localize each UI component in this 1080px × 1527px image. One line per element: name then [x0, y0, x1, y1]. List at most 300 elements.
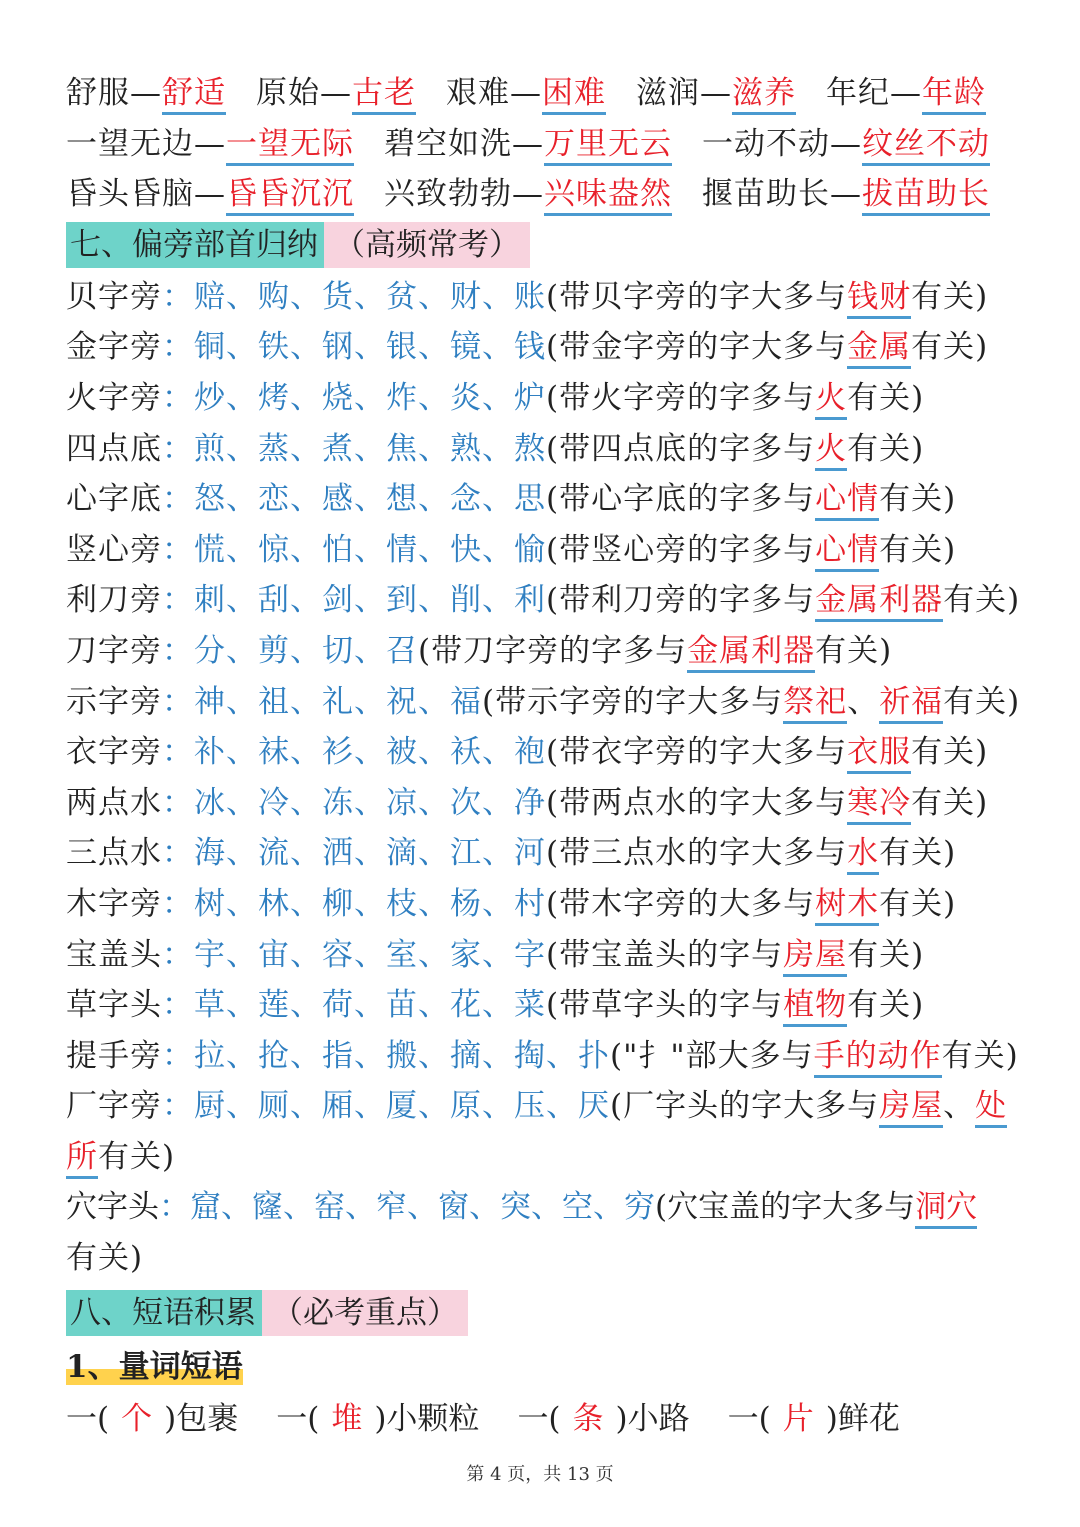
radical-name: 厂字旁: [66, 1088, 162, 1125]
radical-note-end: 有关): [879, 835, 957, 872]
measure-post: )鲜花: [825, 1400, 900, 1437]
colon: ：: [162, 329, 194, 366]
synonym-word: 揠苗助长: [702, 176, 830, 213]
radical-keyword: 房屋: [783, 937, 847, 977]
radical-keyword: 金属利器: [687, 633, 815, 673]
comma: 、: [354, 835, 386, 872]
radical-note: (带刀字旁的字多与: [418, 632, 688, 669]
radical-char: 菜: [514, 987, 546, 1024]
radical-char: 村: [514, 885, 546, 922]
measure-phrase: [728, 1394, 900, 1444]
radical-char: 指: [322, 1037, 354, 1074]
radical-char: 烧: [322, 379, 354, 416]
radical-note-end: 有关): [98, 1138, 176, 1175]
radical-char: 原: [450, 1088, 482, 1125]
radical-char: 抢: [258, 1037, 290, 1074]
colon: ：: [162, 784, 194, 821]
section-8-title: 八、短语积累: [66, 1290, 262, 1336]
section-7-tag: （高频常考）: [324, 222, 530, 268]
radical-char: 家: [450, 936, 482, 973]
comma: 、: [290, 683, 322, 720]
colon: ：: [162, 885, 194, 922]
radical-char: 熬: [514, 430, 546, 467]
radical-char: 感: [322, 481, 354, 518]
comma: 、: [354, 936, 386, 973]
radical-name: 衣字旁: [66, 734, 162, 771]
synonym-word: 碧空如洗: [384, 125, 512, 162]
radical-char: 炎: [450, 379, 482, 416]
synonym-word: 滋润: [636, 75, 700, 111]
comma: 、: [354, 987, 386, 1024]
radical-char: 江: [450, 835, 482, 872]
radical-note-end: 有关): [943, 582, 1021, 619]
comma: 、: [482, 987, 514, 1024]
radical-char: 钢: [322, 329, 354, 366]
radical-row: [66, 424, 1026, 475]
comma: 、: [482, 582, 514, 619]
radical-note-end: 有关): [943, 683, 1021, 720]
colon: ：: [162, 278, 194, 315]
radical-char: 窿: [252, 1189, 283, 1226]
measure-answer: 条: [572, 1400, 604, 1437]
radical-note: (带草字头的字与: [546, 987, 784, 1024]
radical-name: 四点底: [66, 430, 162, 467]
radical-keyword: 心情: [815, 481, 879, 521]
radical-note: ("扌"部大多与: [610, 1037, 814, 1074]
comma: 、: [283, 1189, 314, 1226]
radical-row: [66, 828, 1026, 879]
radical-char: 账: [514, 278, 546, 315]
synonym-answer: 困难: [542, 75, 606, 115]
radical-keyword: 洞穴: [915, 1189, 977, 1229]
radical-char: 惊: [258, 531, 290, 568]
radical-char: 补: [194, 734, 226, 771]
radical-row: 示字旁：神、祖、礼、祝、福(带示字旁的字大多与祭祀、祈福有关): [66, 677, 1026, 728]
synonym-word: 兴致勃勃: [384, 176, 512, 213]
colon: ：: [162, 1088, 194, 1125]
comma: 、: [354, 1088, 386, 1125]
radical-char: 林: [258, 885, 290, 922]
dash: —: [510, 75, 542, 111]
measure-pre: 一(: [66, 1400, 110, 1437]
radical-char: 熟: [450, 430, 482, 467]
radical-name: 草字头: [66, 987, 162, 1024]
radical-char: 剑: [322, 582, 354, 619]
comma: 、: [226, 430, 258, 467]
comma: 、: [226, 885, 258, 922]
radical-name: 三点水: [66, 835, 162, 872]
radical-char: 树: [194, 885, 226, 922]
radical-char: 恋: [258, 481, 290, 518]
radical-keyword: 钱财: [847, 279, 911, 319]
radical-char: 苗: [386, 987, 418, 1024]
radical-char: 剪: [258, 632, 290, 669]
comma: 、: [226, 379, 258, 416]
comma: 、: [226, 683, 258, 720]
radical-char: 袜: [258, 734, 290, 771]
radical-note-end: 有关): [66, 1240, 144, 1277]
colon: ：: [162, 936, 194, 973]
radical-note-end: 有关): [815, 632, 893, 669]
radical-note: (带三点水的字大多与: [546, 835, 848, 872]
colon: ：: [162, 531, 194, 568]
radical-name: 火字旁: [66, 379, 162, 416]
measure-answer: 片: [782, 1400, 814, 1437]
radical-char: 炸: [386, 379, 418, 416]
radical-char: 烤: [258, 379, 290, 416]
radical-keyword: 水: [847, 835, 879, 875]
dash: —: [830, 176, 862, 213]
radical-char: 冷: [258, 784, 290, 821]
radical-char: 刮: [258, 582, 290, 619]
radical-char: 花: [450, 987, 482, 1024]
subheading: [66, 1340, 1026, 1394]
radical-char: 厦: [386, 1088, 418, 1125]
radical-char: 凉: [386, 784, 418, 821]
comma: 、: [418, 936, 450, 973]
radical-char: 袄: [450, 734, 482, 771]
radical-char: 袍: [514, 734, 546, 771]
comma: 、: [354, 1037, 386, 1074]
comma: 、: [418, 784, 450, 821]
radical-note-end: 有关): [911, 734, 989, 771]
comma: 、: [418, 885, 450, 922]
radical-name: 心字底: [66, 481, 162, 518]
comma: 、: [226, 531, 258, 568]
radical-note: (带金字旁的字大多与: [546, 329, 848, 366]
radical-name: 贝字旁: [66, 278, 162, 315]
radical-row: [66, 525, 1026, 576]
comma: 、: [482, 329, 514, 366]
synonym-answer: 万里无云: [544, 126, 672, 166]
comma: 、: [226, 481, 258, 518]
radical-row: [66, 778, 1026, 829]
comma: 、: [354, 531, 386, 568]
radical-char: 被: [386, 734, 418, 771]
radical-char: 厨: [194, 1088, 226, 1125]
radical-note: (带竖心旁的字多与: [546, 531, 816, 568]
separator: 、: [943, 1088, 976, 1125]
synonym-word: 原始: [256, 75, 320, 111]
radical-name: 刀字旁: [66, 632, 162, 669]
page-footer: 第 4 页，共 13 页: [466, 1464, 614, 1485]
radical-char: 搬: [386, 1037, 418, 1074]
comma: 、: [418, 329, 450, 366]
comma: 、: [482, 734, 514, 771]
comma: 、: [482, 379, 514, 416]
radical-keyword: 心情: [815, 532, 879, 572]
radical-keyword: 金属利器: [815, 582, 943, 622]
comma: 、: [290, 379, 322, 416]
radical-char: 滴: [386, 835, 418, 872]
comma: 、: [354, 784, 386, 821]
radical-char: 礼: [322, 683, 354, 720]
radical-char: 召: [386, 632, 418, 669]
comma: 、: [226, 632, 258, 669]
comma: 、: [482, 1088, 514, 1125]
radical-note: (带贝字旁的字大多与: [546, 278, 848, 315]
colon: ：: [162, 1037, 194, 1074]
radical-char: 枝: [386, 885, 418, 922]
radical-note-end: 有关): [941, 1037, 1019, 1074]
document-page: [66, 68, 1026, 1444]
radical-char: 荷: [322, 987, 354, 1024]
radical-note-end: 有关): [847, 379, 925, 416]
comma: 、: [226, 835, 258, 872]
radical-keyword: 植物: [783, 987, 847, 1027]
comma: 、: [418, 582, 450, 619]
synonym-word: 一望无边: [66, 125, 194, 162]
radical-note: (带心字底的字多与: [546, 481, 816, 518]
radical-note: (带利刀旁的字多与: [546, 582, 816, 619]
synonym-answer: 拔苗助长: [862, 176, 990, 216]
synonym-answer: 滋养: [732, 75, 796, 115]
comma: 、: [354, 683, 386, 720]
radical-char: 贫: [386, 278, 418, 315]
radical-list: [66, 272, 1026, 1284]
comma: 、: [354, 582, 386, 619]
radical-row: [66, 626, 1026, 677]
radical-char: 厕: [258, 1088, 290, 1125]
comma: 、: [418, 481, 450, 518]
measure-pre: 一(: [727, 1400, 771, 1437]
radical-char: 容: [322, 936, 354, 973]
radical-note: (带衣字旁的字大多与: [546, 734, 848, 771]
comma: 、: [354, 632, 386, 669]
radical-char: 钱: [514, 329, 546, 366]
radical-char: 厢: [322, 1088, 354, 1125]
synonym-word: 艰难: [446, 75, 510, 111]
radical-keyword: 金属: [847, 329, 911, 369]
measure-post: )小颗粒: [374, 1400, 480, 1437]
dash: —: [700, 75, 732, 111]
radical-row: [66, 373, 1026, 424]
synonym-row: [66, 119, 1026, 170]
radical-char: 想: [386, 481, 418, 518]
radical-char: 冰: [194, 784, 226, 821]
radical-char: 穷: [624, 1189, 655, 1226]
radical-char: 宇: [194, 936, 226, 973]
radical-char: 银: [386, 329, 418, 366]
radical-char: 窑: [314, 1189, 345, 1226]
comma: 、: [354, 734, 386, 771]
radical-name: 两点水: [66, 784, 162, 821]
radical-char: 杨: [450, 885, 482, 922]
comma: 、: [593, 1189, 624, 1226]
comma: 、: [290, 531, 322, 568]
colon: ：: [162, 835, 194, 872]
radical-char: 镜: [450, 329, 482, 366]
radical-char: 宙: [258, 936, 290, 973]
measure-pre: 一(: [517, 1400, 561, 1437]
radical-name: 穴字头: [66, 1189, 159, 1226]
radical-char: 怕: [322, 531, 354, 568]
dash: —: [130, 75, 162, 111]
radical-char: 神: [194, 683, 226, 720]
comma: 、: [482, 835, 514, 872]
radical-note: (穴宝盖的字大多与: [655, 1189, 916, 1226]
section-7-heading: [66, 222, 1026, 268]
comma: 、: [226, 329, 258, 366]
radical-row: [66, 1031, 1026, 1082]
radical-char: 突: [500, 1189, 531, 1226]
radical-note-end: 有关): [847, 430, 925, 467]
radical-char: 流: [258, 835, 290, 872]
radical-char: 河: [514, 835, 546, 872]
radical-char: 炉: [514, 379, 546, 416]
radical-note: (带四点底的字多与: [546, 430, 816, 467]
comma: 、: [226, 936, 258, 973]
synonym-row: [66, 169, 1026, 220]
radical-char: 祝: [386, 683, 418, 720]
synonym-word: 一动不动: [702, 125, 830, 162]
comma: 、: [418, 987, 450, 1024]
comma: 、: [226, 278, 258, 315]
dash: —: [830, 125, 862, 162]
radical-note: (厂字头的字大多与: [610, 1088, 880, 1125]
colon: ：: [162, 632, 194, 669]
comma: 、: [226, 784, 258, 821]
comma: 、: [290, 632, 322, 669]
measure-answer: 堆: [331, 1400, 363, 1437]
comma: 、: [354, 885, 386, 922]
comma: 、: [418, 278, 450, 315]
radical-char: 冻: [322, 784, 354, 821]
dash: —: [512, 125, 544, 162]
comma: 、: [418, 683, 450, 720]
section-8-tag: （必考重点）: [262, 1290, 468, 1336]
radical-keyword: 处: [975, 1088, 1007, 1128]
radical-char: 空: [562, 1189, 593, 1226]
synonym-answer: 年龄: [922, 75, 986, 115]
synonym-answer: 舒适: [162, 75, 226, 115]
radical-char: 厌: [578, 1088, 610, 1125]
radical-char: 掏: [514, 1037, 546, 1074]
radical-char: 海: [194, 835, 226, 872]
measure-answer: 个: [121, 1400, 153, 1437]
measure-phrase: [276, 1394, 479, 1444]
radical-char: 怒: [194, 481, 226, 518]
comma: 、: [482, 784, 514, 821]
radical-keyword: 手的动作: [814, 1038, 942, 1078]
comma: 、: [418, 531, 450, 568]
subheading-text: 1、量词短语: [66, 1348, 243, 1385]
radical-char: 赔: [194, 278, 226, 315]
colon: ：: [162, 481, 194, 518]
radical-char: 福: [450, 683, 482, 720]
comma: 、: [407, 1189, 438, 1226]
dash: —: [194, 125, 226, 162]
radical-char: 购: [258, 278, 290, 315]
radical-row-continued: [66, 1132, 1026, 1183]
radical-name: 木字旁: [66, 885, 162, 922]
comma: 、: [354, 278, 386, 315]
radical-keyword: 衣服: [847, 734, 911, 774]
comma: 、: [418, 1088, 450, 1125]
measure-pre: 一(: [276, 1400, 320, 1437]
comma: 、: [290, 1088, 322, 1125]
radical-note-end: 有关): [911, 329, 989, 366]
comma: 、: [290, 835, 322, 872]
radical-char: 煮: [322, 430, 354, 467]
radical-char: 刺: [194, 582, 226, 619]
radical-row: [66, 1081, 1026, 1132]
synonym-row: [66, 68, 1026, 119]
comma: 、: [418, 835, 450, 872]
radical-keyword: 火: [815, 380, 847, 420]
radical-note: (带两点水的字大多与: [546, 784, 848, 821]
radical-char: 到: [386, 582, 418, 619]
radical-char: 祖: [258, 683, 290, 720]
radical-note-end: 有关): [879, 531, 957, 568]
comma: 、: [290, 936, 322, 973]
comma: 、: [531, 1189, 562, 1226]
radical-char: 慌: [194, 531, 226, 568]
radical-char: 情: [386, 531, 418, 568]
radical-char: 拉: [194, 1037, 226, 1074]
comma: 、: [226, 987, 258, 1024]
radical-char: 愉: [514, 531, 546, 568]
radical-char: 窟: [190, 1189, 221, 1226]
radical-note-end: 有关): [911, 278, 989, 315]
radical-char: 利: [514, 582, 546, 619]
radical-char: 思: [514, 481, 546, 518]
radical-row: [66, 930, 1026, 981]
radical-note-end: 有关): [879, 885, 957, 922]
comma: 、: [226, 1088, 258, 1125]
comma: 、: [345, 1189, 376, 1226]
radical-char: 铜: [194, 329, 226, 366]
colon: ：: [159, 1189, 190, 1226]
measure-word-list: [66, 1394, 1026, 1444]
radical-row: [66, 474, 1026, 525]
radical-char: 窗: [438, 1189, 469, 1226]
radical-name: 金字旁: [66, 329, 162, 366]
radical-keyword: 祭祀: [783, 684, 847, 724]
synonym-word: 舒服: [66, 75, 130, 111]
radical-char: 铁: [258, 329, 290, 366]
radical-keyword: 寒冷: [847, 785, 911, 825]
radical-keyword: 火: [815, 431, 847, 471]
radical-char: 字: [514, 936, 546, 973]
radical-char: 洒: [322, 835, 354, 872]
comma: 、: [226, 1037, 258, 1074]
radical-keyword: 祈福: [879, 684, 943, 724]
comma: 、: [418, 430, 450, 467]
measure-phrase: [517, 1394, 689, 1444]
comma: 、: [354, 379, 386, 416]
radical-keyword: 房屋: [879, 1088, 943, 1128]
colon: ：: [162, 379, 194, 416]
radical-note-end: 有关): [879, 481, 957, 518]
comma: 、: [418, 1037, 450, 1074]
comma: 、: [290, 784, 322, 821]
colon: ：: [162, 987, 194, 1024]
comma: 、: [418, 379, 450, 416]
comma: 、: [546, 1088, 578, 1125]
radical-row: [66, 322, 1026, 373]
comma: 、: [469, 1189, 500, 1226]
colon: ：: [162, 430, 194, 467]
comma: 、: [482, 278, 514, 315]
radical-char: 次: [450, 784, 482, 821]
colon: ：: [162, 683, 194, 720]
radical-char: 炒: [194, 379, 226, 416]
radical-char: 煎: [194, 430, 226, 467]
radical-char: 切: [322, 632, 354, 669]
radical-name: 宝盖头: [66, 936, 162, 973]
radical-keyword: 所: [66, 1139, 98, 1179]
